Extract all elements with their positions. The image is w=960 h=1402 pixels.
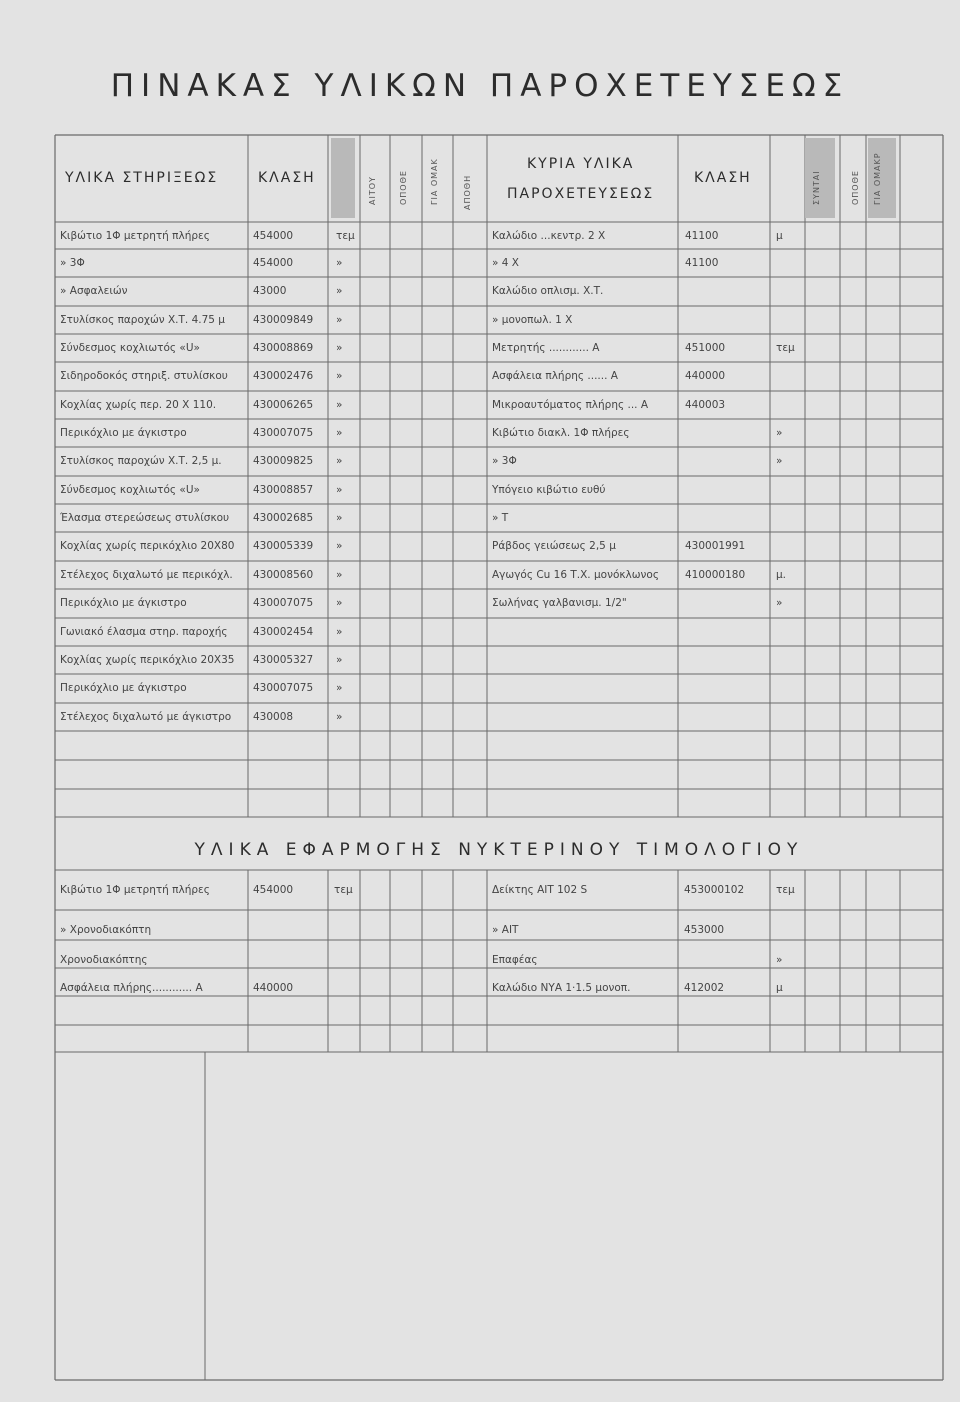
left-row-7-unit: » [336, 399, 343, 411]
s2-left-row-4-name: Ασφάλεια πλήρης............ Α [60, 982, 203, 994]
right-materials-header-line1: ΚΥΡΙΑ ΥΛΙΚΑ [527, 156, 635, 172]
right-row-9-unit: » [776, 455, 783, 467]
right-rotated-header-3: ΓΙΑ ΟΜΑΚΡ [873, 152, 882, 205]
left-row-18-name: Στέλεχος διχαλωτό με άγκιστρο [60, 711, 232, 723]
s2-left-row-2-name: » Χρονοδιακόπτη [60, 924, 152, 936]
s2-left-row-1-code: 454000 [253, 884, 294, 896]
left-row-3-code: 43000 [253, 285, 287, 297]
left-class-header: ΚΛΑΣΗ [258, 170, 316, 186]
left-row-12-code: 430005339 [253, 540, 314, 552]
left-row-12-name: Κοχλίας χωρίς περικόχλιο 20Χ80 [60, 540, 235, 552]
left-row-10-unit: » [336, 484, 343, 496]
left-row-18-unit: » [336, 711, 343, 723]
left-row-13-name: Στέλεχος διχαλωτό με περικόχλ. [60, 569, 233, 581]
left-row-7-name: Κοχλίας χωρίς περ. 20 Χ 110. [60, 399, 217, 411]
left-row-13-unit: » [336, 569, 343, 581]
right-class-header: ΚΛΑΣΗ [694, 170, 752, 186]
left-row-11-unit: » [336, 512, 343, 524]
left-row-5-unit: » [336, 342, 343, 354]
left-row-4-code: 430009849 [253, 314, 314, 326]
right-row-8-unit: » [776, 427, 783, 439]
s2-right-row-4-name: Καλώδιο ΝΥΑ 1·1.5 μονοπ. [492, 982, 631, 994]
right-row-1-code: 41100 [685, 230, 719, 242]
s2-left-row-1-name: Κιβώτιο 1Φ μετρητή πλήρες [60, 884, 210, 896]
left-row-4-unit: » [336, 314, 343, 326]
right-row-13-name: Αγωγός Cu 16 Τ.Χ. μονόκλωνος [492, 569, 660, 581]
left-row-1-code: 454000 [253, 230, 294, 242]
right-row-12-code: 430001991 [685, 540, 746, 552]
s2-right-row-4-code: 412002 [684, 982, 725, 994]
left-row-17-unit: » [336, 682, 343, 694]
left-row-12-unit: » [336, 540, 343, 552]
left-row-1-unit: τεμ [336, 230, 355, 242]
section2-title: ΥΛΙΚΑ ΕΦΑΡΜΟΓΗΣ ΝΥΚΤΕΡΙΝΟΥ ΤΙΜΟΛΟΓΙΟΥ [194, 840, 804, 860]
left-row-8-code: 430007075 [253, 427, 314, 439]
left-row-8-name: Περικόχλιο με άγκιστρο [60, 427, 187, 439]
left-row-7-code: 430006265 [253, 399, 314, 411]
left-row-11-name: Έλασμα στερεώσεως στυλίσκου [60, 512, 230, 524]
right-row-5-code: 451000 [685, 342, 726, 354]
left-row-9-name: Στυλίσκος παροχών Χ.Τ. 2,5 μ. [60, 455, 222, 467]
left-row-17-name: Περικόχλιο με άγκιστρο [60, 682, 187, 694]
left-rotated-header-4: ΑΠΟΘΗ [463, 174, 472, 210]
right-materials-header-line2: ΠΑΡΟΧΕΤΕΥΣΕΩΣ [507, 186, 655, 202]
left-row-15-code: 430002454 [253, 626, 314, 638]
page-title: ΠΙΝΑΚΑΣ ΥΛΙΚΩΝ ΠΑΡΟΧΕΤΕΥΣΕΩΣ [110, 68, 850, 104]
s2-right-row-2-code: 453000 [684, 924, 725, 936]
right-row-7-name: Μικροαυτόματος πλήρης ... Α [492, 399, 649, 411]
right-row-6-name: Ασφάλεια πλήρης ...... Α [492, 370, 618, 382]
left-row-14-code: 430007075 [253, 597, 314, 609]
right-row-7-code: 440003 [685, 399, 726, 411]
left-row-8-unit: » [336, 427, 343, 439]
left-row-13-code: 430008560 [253, 569, 314, 581]
s2-right-row-1-code: 453000102 [684, 884, 745, 896]
right-row-9-name: » 3Φ [492, 455, 517, 467]
right-row-12-name: Ράβδος γειώσεως 2,5 μ [492, 540, 616, 552]
right-row-2-name: » 4 Χ [492, 257, 519, 269]
left-row-11-code: 430002685 [253, 512, 314, 524]
left-row-17-code: 430007075 [253, 682, 314, 694]
right-row-2-code: 41100 [685, 257, 719, 269]
s2-right-row-3-name: Επαφέας [492, 954, 538, 966]
left-row-18-code: 430008 [253, 711, 294, 723]
right-row-14-unit: » [776, 597, 783, 609]
left-row-10-code: 430008857 [253, 484, 314, 496]
left-row-16-name: Κοχλίας χωρίς περικόχλιο 20Χ35 [60, 654, 235, 666]
left-rotated-header-2: ΟΠΟΘΕ [399, 170, 408, 205]
left-row-16-code: 430005327 [253, 654, 314, 666]
s2-right-row-2-name: » ΑΙΤ [492, 924, 519, 936]
left-row-3-unit: » [336, 285, 343, 297]
left-row-15-name: Γωνιακό έλασμα στηρ. παροχής [60, 626, 228, 638]
left-row-15-unit: » [336, 626, 343, 638]
right-row-14-name: Σωλήνας γαλβανισμ. 1/2" [492, 597, 627, 609]
right-row-8-name: Κιβώτιο διακλ. 1Φ πλήρες [492, 427, 630, 439]
right-row-1-name: Καλώδιο ...κεντρ. 2 Χ [492, 230, 606, 242]
left-row-9-unit: » [336, 455, 343, 467]
right-row-5-unit: τεμ [776, 342, 795, 354]
left-row-1-name: Κιβώτιο 1Φ μετρητή πλήρες [60, 230, 210, 242]
s2-left-row-3-name: Χρονοδιακόπτης [60, 954, 148, 966]
right-row-13-unit: μ. [776, 569, 787, 581]
left-row-2-code: 454000 [253, 257, 294, 269]
left-row-2-unit: » [336, 257, 343, 269]
left-row-14-unit: » [336, 597, 343, 609]
right-row-11-name: » Τ [492, 512, 509, 524]
left-row-6-name: Σιδηροδοκός στηριξ. στυλίσκου [60, 370, 228, 382]
left-row-5-name: Σύνδεσμος κοχλιωτός «U» [60, 342, 200, 354]
s2-right-row-1-name: Δείκτης ΑΙΤ 102 S [492, 884, 588, 896]
s2-right-row-1-unit: τεμ [776, 884, 795, 896]
right-row-10-name: Υπόγειο κιβώτιο ευθύ [492, 484, 606, 496]
left-rotated-header-1: ΑΙΤΟΥ [368, 176, 377, 205]
left-row-2-name: » 3Φ [60, 257, 85, 269]
right-row-3-name: Καλώδιο οπλισμ. Χ.Τ. [492, 285, 604, 297]
left-row-6-code: 430002476 [253, 370, 314, 382]
left-materials-header: ΥΛΙΚΑ ΣΤΗΡΙΞΕΩΣ [65, 170, 219, 186]
left-row-3-name: » Ασφαλειών [60, 285, 128, 297]
left-row-4-name: Στυλίσκος παροχών Χ.Τ. 4.75 μ [60, 314, 225, 326]
s2-right-row-3-unit: » [776, 954, 783, 966]
left-row-6-unit: » [336, 370, 343, 382]
right-row-5-name: Μετρητής ............ Α [492, 342, 600, 354]
right-row-1-unit: μ [776, 230, 783, 242]
right-rotated-header-1: ΣΥΝΤΑΙ [812, 170, 821, 205]
left-row-9-code: 430009825 [253, 455, 314, 467]
left-row-5-code: 430008869 [253, 342, 314, 354]
right-rotated-header-2: ΟΠΟΘΕ [851, 170, 860, 205]
s2-right-row-4-unit: μ [776, 982, 783, 994]
left-rotated-header-3: ΓΙΑ ΟΜΑΚ [430, 158, 439, 205]
right-row-13-code: 410000180 [685, 569, 746, 581]
s2-left-row-4-code: 440000 [253, 982, 294, 994]
left-row-16-unit: » [336, 654, 343, 666]
right-row-6-code: 440000 [685, 370, 726, 382]
left-row-10-name: Σύνδεσμος κοχλιωτός «U» [60, 484, 200, 496]
right-row-4-name: » μονοπωλ. 1 Χ [492, 314, 573, 326]
left-row-14-name: Περικόχλιο με άγκιστρο [60, 597, 187, 609]
s2-left-row-1-unit: τεμ [334, 884, 353, 896]
